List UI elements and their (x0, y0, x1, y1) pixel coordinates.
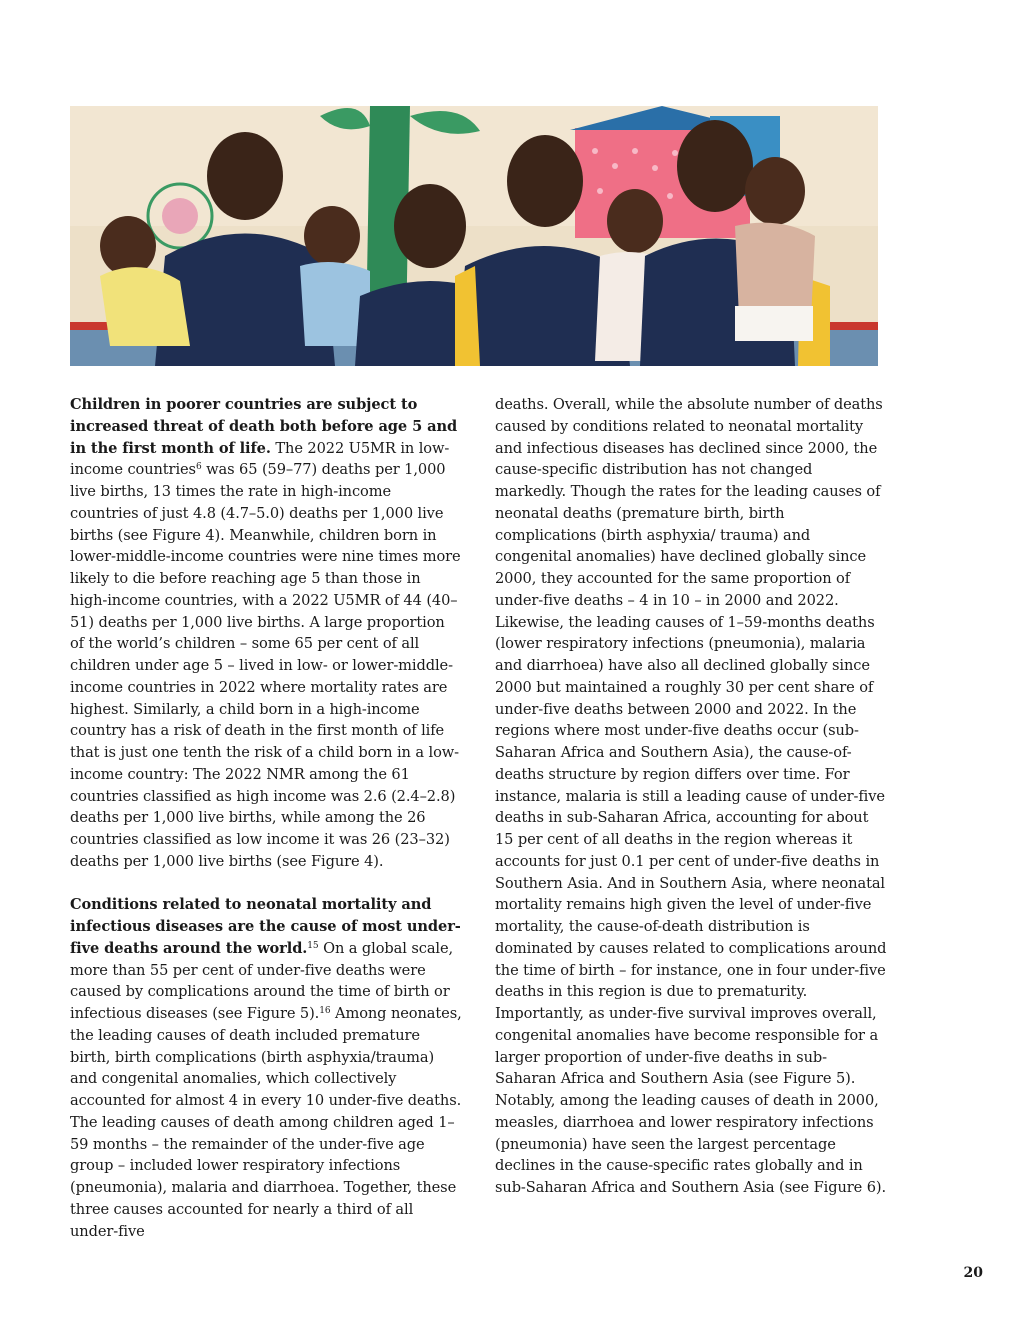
body-text: The 2022 U5MR in low-income countries (70, 439, 450, 479)
body-text: Among neonates, the leading causes of death included premature birth, birth complications (birth asphyxia/trauma) and congenital anomalies, which collectively accounted for almost 4 in every 10 under-five deaths. The leading causes of death among children aged 1–59 months – the remainder of the under-five age group – included lower respiratory infections (pneumonia), malaria and diarrhoea. Together, these three causes accounted for nearly a third of all under-five (70, 1005, 462, 1240)
left-column (70, 394, 462, 1242)
paragraph-lead: Conditions related to neonatal mortality and infectious diseases are the cause of most under-five deaths around the world. (70, 896, 461, 957)
paragraph-lead: Children in poorer countries are subject to increased threat of death both before age 5 and in the first month of life. (70, 396, 458, 457)
mothers-with-babies-illustration (70, 106, 878, 366)
footnote-ref: 6 (195, 462, 202, 473)
right-column (495, 394, 887, 1199)
paragraph-continued: deaths. Overall, while the absolute number of deaths caused by conditions related to neonatal mortality and infectious diseases has declined since 2000, the cause-specific distribution has not changed markedly. Though the rates for the leading causes of neonatal deaths (premature birth, birth complications (birth asphyxia/ trauma) and congenital anomalies) have declined globally since 2000, they accounted for the same proportion of under-five deaths – 4 in 10 – in 2000 and 2022. Likewise, the leading causes of 1–59-months deaths (lower respiratory infections (pneumonia), malaria and diarrhoea) have also all declined globally since 2000 but maintained a roughly 30 per cent share of under-five deaths between 2000 and 2022. In the regions where most under-five deaths occur (sub-Saharan Africa and Southern Asia), the cause-of-deaths structure by region differs over time. For instance, malaria is still a leading cause of under-five deaths in sub-Saharan Africa, accounting for about 15 per cent of all deaths in the region whereas it accounts for just 0.1 per cent of under-five deaths in Southern Asia. And in Southern Asia, where neonatal mortality remains high given the level of under-five mortality, the cause-of-death distribution is dominated by causes related to complications around the time of birth – for instance, one in four under-five deaths in this region is due to prematurity. Importantly, as under-five survival improves overall, congenital anomalies have become responsible for a larger proportion of under-five deaths in sub-Saharan Africa and Southern Asia (see Figure 5). Notably, among the leading causes of death in 2000, measles, diarrhoea and lower respiratory infections (pneumonia) have seen the largest percentage declines in the cause-specific rates globally and in sub-Saharan Africa and Southern Asia (see Figure 6). (495, 396, 887, 1196)
footnote-ref: 16 (319, 1006, 331, 1016)
page-number: 20 (963, 1265, 983, 1281)
hero-photo (70, 106, 878, 366)
paragraph-causes-of-death (70, 894, 462, 1242)
body-text: On a global scale, more than 55 per cent of under-five deaths were caused by complications around the time of birth or infectious diseases (see Figure 5). (70, 939, 454, 1022)
footnote-ref: 15 (307, 940, 319, 951)
paragraph-income-mortality (70, 394, 462, 873)
body-text: was 65 (59–77) deaths per 1,000 live births, 13 times the rate in high-income countries of just 4.8 (4.7–5.0) deaths per 1,000 live births (see Figure 4). Meanwhile, children born in lower-middle-income countries were nine times more likely to die before reaching age 5 than those in high-income countries, with a 2022 U5MR of 44 (40–51) deaths per 1,000 live births. A large proportion of the world’s children – some 65 per cent of all children under age 5 – lived in low- or lower-middle-income countries in 2022 where mortality rates are highest. Similarly, a child born in a high-income country has a risk of death in the first month of life that is just one tenth the risk of a child born in a low-income country: The 2022 NMR among the 61 countries classified as high income was 2.6 (2.4–2.8) deaths per 1,000 live births, while among the 26 countries classified as low income it was 26 (23–32) deaths per 1,000 live births (see Figure 4). (70, 461, 461, 870)
